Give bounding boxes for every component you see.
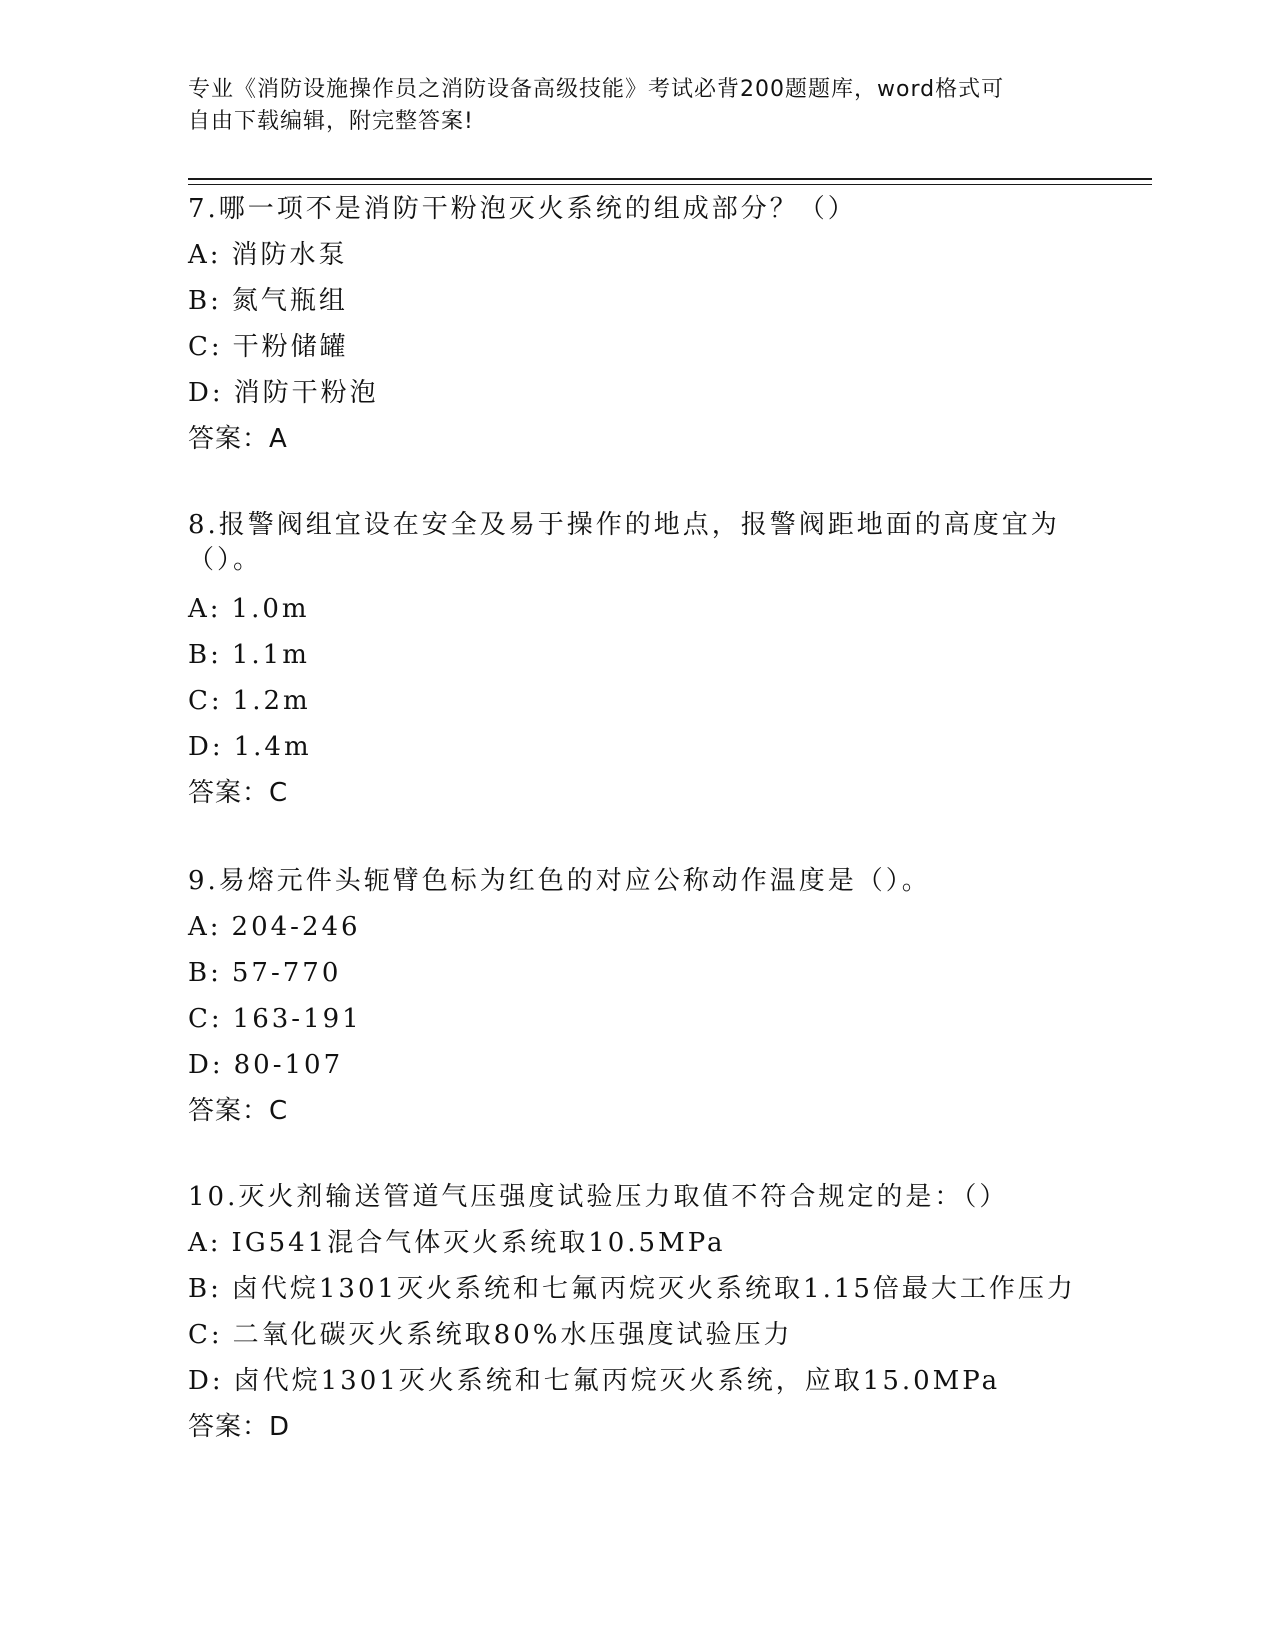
option-b [188,278,1128,324]
option-letter: A: [188,912,222,942]
option-text: 氮气瓶组 [231,286,348,316]
option-b [188,632,1128,678]
option-letter: B: [188,286,222,316]
option-text: 1.1m [231,640,310,670]
option-a [188,232,1128,278]
option-text: 卤代烷1301灭火系统和七氟丙烷灭火系统取1.15倍最大工作压力 [231,1274,1076,1304]
option-letter: D: [188,1366,224,1396]
option-c [188,996,1128,1042]
answer-line: 答案：D [188,1412,291,1442]
header-line-1: 专业《消防设施操作员之消防设备高级技能》考试必背200题题库，word格式可 [188,77,1005,102]
option-text: 80-107 [233,1050,344,1080]
question-block-10 [188,1174,1128,1450]
option-text: 二氧化碳灭火系统取80%水压强度试验压力 [232,1320,793,1350]
option-letter: D: [188,1050,224,1080]
option-letter: A: [188,594,222,624]
option-letter: C: [188,1320,223,1350]
question-block-8 [188,502,1128,816]
option-d [188,370,1128,416]
option-a [188,904,1128,950]
question-block-9 [188,858,1128,1134]
option-text: 163-191 [232,1004,362,1034]
option-c [188,1312,1128,1358]
question-stem: 7.哪一项不是消防干粉泡灭火系统的组成部分？（） [188,194,857,224]
option-text: IG541混合气体灭火系统取10.5MPa [231,1228,726,1258]
header-divider-thin [188,184,1152,185]
option-text: 57-770 [231,958,342,988]
question-stem: 9.易熔元件头轭臂色标为红色的对应公称动作温度是（）。 [188,866,931,896]
answer-line: 答案：A [188,424,288,454]
option-b [188,1266,1128,1312]
option-text: 1.0m [231,594,310,624]
option-letter: C: [188,332,223,362]
option-text: 卤代烷1301灭火系统和七氟丙烷灭火系统，应取15.0MPa [233,1366,1001,1396]
option-text: 1.2m [232,686,311,716]
option-text: 消防干粉泡 [233,378,379,408]
header-divider-thick [188,178,1152,180]
option-letter: C: [188,1004,223,1034]
option-c [188,324,1128,370]
option-letter: D: [188,732,224,762]
answer-line: 答案：C [188,778,289,808]
option-d [188,1042,1128,1088]
option-letter: C: [188,686,223,716]
question-stem: 8.报警阀组宜设在安全及易于操作的地点，报警阀距地面的高度宜为 [188,510,1060,540]
option-a [188,1220,1128,1266]
option-letter: B: [188,958,222,988]
option-c [188,678,1128,724]
option-b [188,950,1128,996]
option-d [188,724,1128,770]
option-letter: A: [188,1228,222,1258]
option-text: 干粉储罐 [232,332,349,362]
question-stem-continuation: （）。 [188,545,263,575]
option-d [188,1358,1128,1404]
option-letter: D: [188,378,224,408]
option-letter: B: [188,640,222,670]
question-stem: 10.灭火剂输送管道气压强度试验压力取值不符合规定的是：（） [188,1182,1009,1212]
answer-line: 答案：C [188,1096,289,1126]
document-header [188,74,1088,138]
option-letter: A: [188,240,222,270]
option-text: 204-246 [231,912,361,942]
option-text: 消防水泵 [231,240,348,270]
option-a [188,586,1128,632]
option-text: 1.4m [233,732,312,762]
question-block-7 [188,186,1128,462]
option-letter: B: [188,1274,222,1304]
header-line-2: 自由下载编辑，附完整答案! [188,109,474,134]
